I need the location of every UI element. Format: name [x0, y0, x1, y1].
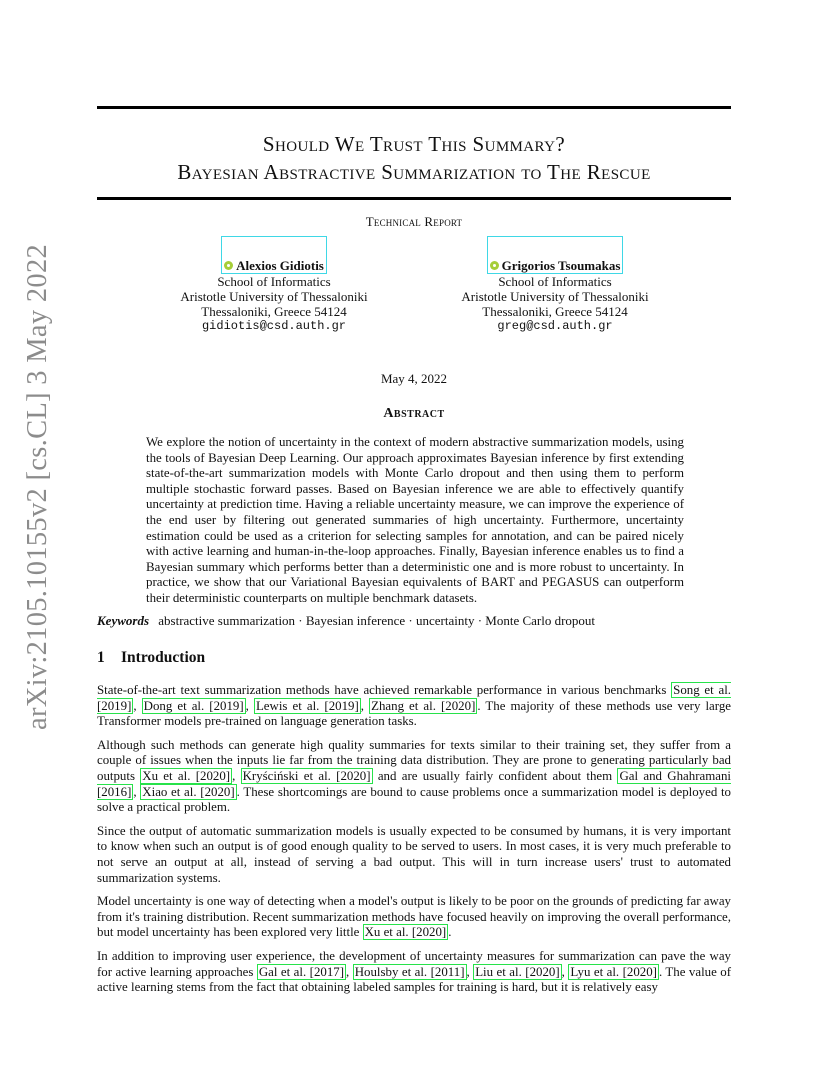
paragraph-text: Although such methods can generate high quality summaries for texts similar to their training set, they suffer from a couple of issues when the inputs lie far from the training data distribution. They are prone to generating particularly bad outputs: [97, 737, 731, 783]
citation-link[interactable]: Xu et al. [2020]: [142, 768, 231, 783]
author-location: Thessaloniki, Greece 54124: [201, 304, 347, 319]
paragraph-text: ,: [466, 964, 474, 979]
citation-link[interactable]: Xiao et al. [2020]: [142, 784, 235, 799]
keywords-line: [97, 613, 731, 629]
paragraph-text: Model uncertainty is one way of detecting when a model's output is likely to be poor on the grounds of predicting far away from it's training distribution. Recent summarization methods have focused heavily on improving the overall performance, but model uncertainty has been explored very little: [97, 894, 731, 940]
citation-link[interactable]: Xu et al. [2020]: [364, 925, 447, 940]
paragraph-text: In addition to improving user experience, the development of uncertainty measures for summarization can pave the way for active learning approaches: [97, 948, 731, 979]
paragraph-text: . The value of active learning stems from the fact that obtaining labeled samples for training is hard, but it is relatively easy: [97, 964, 732, 995]
author-email[interactable]: greg@csd.auth.gr: [497, 319, 613, 333]
paragraph-text: ,: [561, 964, 569, 979]
section-number: 1: [97, 649, 105, 666]
author-school: School of Informatics: [498, 274, 612, 289]
citation-link[interactable]: Gal and Ghahramani [2016]: [97, 768, 732, 799]
paragraph-text: ,: [360, 698, 370, 713]
paper-title: [97, 130, 731, 186]
paragraph-text: ,: [133, 784, 141, 799]
keywords-text: abstractive summarization · Bayesian inference · uncertainty · Monte Carlo dropout: [158, 613, 596, 628]
citation-link[interactable]: Dong et al. [2019]: [143, 698, 244, 713]
body-paragraph: [97, 894, 731, 941]
author-email[interactable]: gidiotis@csd.auth.gr: [201, 319, 347, 333]
citation-link[interactable]: Kryściński et al. [2020]: [242, 768, 371, 783]
body-paragraph: [97, 738, 731, 816]
author-university: Aristotle University of Thessaloniki: [461, 289, 649, 304]
paragraph-text: ,: [346, 964, 353, 979]
citation-link[interactable]: Lewis et al. [2019]: [255, 698, 359, 713]
paragraph-text: ,: [232, 768, 241, 783]
section-body: [97, 683, 731, 1004]
citation-link[interactable]: Houlsby et al. [2011]: [354, 964, 465, 979]
orcid-icon[interactable]: [490, 261, 499, 270]
citation-link[interactable]: Gal et al. [2017]: [258, 964, 345, 979]
bottom-title-rule: [97, 197, 731, 200]
title-line-1: Should We Trust This Summary?: [262, 132, 566, 156]
orcid-icon[interactable]: [224, 261, 233, 270]
author-location: Thessaloniki, Greece 54124: [482, 304, 628, 319]
citation-link[interactable]: Lyu et al. [2020]: [570, 964, 657, 979]
section-title: Introduction: [121, 649, 206, 666]
title-line-2: Bayesian Abstractive Summarization to The Rescue: [177, 160, 651, 184]
author-name-link-1[interactable]: [221, 236, 327, 274]
abstract-text: We explore the notion of uncertainty in the context of modern abstractive summarization models, using the tools of Bayesian Deep Learning. Our approach approximates Bayesian inference by first extending state-of-the-art summarization models with Monte Carlo dropout and then using them to perform multiple stochastic forward passes. Based on Bayesian inference we are able to effectively quantify uncertainty at prediction time. Having a reliable uncertainty measure, we can improve the experience of the end user by filtering out generated summaries of high uncertainty. Furthermore, uncertainty estimation could be used as a criterion for selecting samples for annotation, and can be paired nicely with active learning and human-in-the-loop approaches. Finally, Bayesian inference enables us to find a Bayesian summary which performs better than a deterministic one and is more robust to uncertainty. In practice, we show that our Variational Bayesian equivalents of BART and PEGASUS can outperform their deterministic counterparts on multiple benchmark datasets.: [146, 435, 684, 605]
citation-link[interactable]: Zhang et al. [2020]: [371, 698, 476, 713]
citation-link[interactable]: Liu et al. [2020]: [475, 964, 560, 979]
body-paragraph: [97, 949, 731, 996]
author-university: Aristotle University of Thessaloniki: [180, 289, 368, 304]
paragraph-text: .: [448, 925, 452, 940]
paragraph-text: and are usually fairly confident about them: [372, 768, 618, 783]
paragraph-text: Since the output of automatic summarization models is usually expected to be consumed by humans, it is very important to know when such an output is of good enough quality to be served to users. In most cases, it is very much preferable to not serve an output at all, instead of serving a bad output. This will in turn increase users' trust to automated summarization systems.: [97, 823, 731, 885]
author-name-link-2[interactable]: [487, 236, 624, 274]
author-block-1: [164, 258, 384, 334]
body-paragraph: [97, 683, 731, 730]
paragraph-text: . These shortcomings are bound to cause problems once a summarization model is deployed to solve a practical problem.: [97, 784, 732, 815]
paragraph-text: . The majority of these methods use very large Transformer models pre-trained on language generation tasks.: [97, 698, 731, 729]
top-title-rule: [97, 106, 731, 109]
report-type: Technical Report: [365, 214, 463, 229]
publication-date: May 4, 2022: [380, 371, 448, 386]
body-paragraph: [97, 824, 731, 886]
abstract-heading: Abstract: [383, 406, 445, 421]
section-heading: [97, 649, 205, 667]
author-block-2: [445, 258, 665, 334]
keywords-label: Keywords: [97, 613, 149, 628]
paragraph-text: ,: [245, 698, 254, 713]
author-name: Alexios Gidiotis: [236, 258, 324, 273]
arxiv-side-stamp: arXiv:2105.10155v2 [cs.CL] 3 May 2022: [22, 243, 53, 730]
paragraph-text: ,: [133, 698, 142, 713]
author-school: School of Informatics: [217, 274, 331, 289]
citation-link[interactable]: Song et al. [2019]: [97, 683, 732, 713]
paragraph-text: State-of-the-art text summarization methods have achieved remarkable performance in various benchmarks: [97, 683, 672, 697]
author-name: Grigorios Tsoumakas: [501, 258, 621, 273]
